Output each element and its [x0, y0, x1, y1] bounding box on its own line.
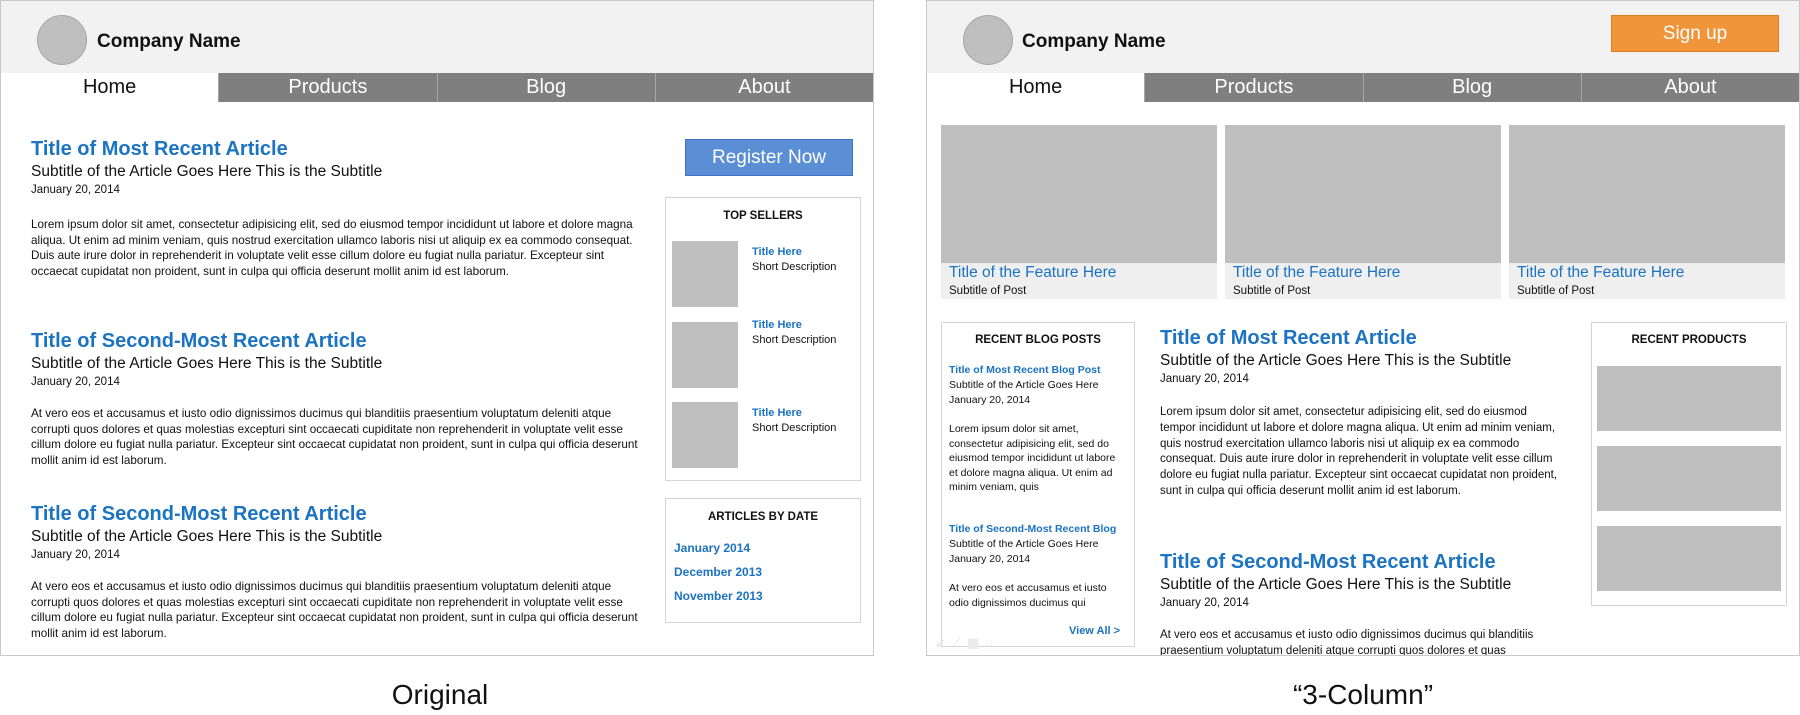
article-body: Lorem ipsum dolor sit amet, consectetur adipisicing elit, sed do eiusmod tempor incididunt ut labore et dolore magna aliqua. Ut enim ad minim veniam, quis nostrud exercitation ullamco laboris nisi ut aliquip ex ea commodo consequat. Duis aute irure dolor in reprehenderit in voluptate velit esse cillum dolore eu fugiat nulla pariatur. Excepteur sint occaecat cupidatat non proident, sunt in culpa qui officia deserunt mollit anim id est laborum. [31, 218, 633, 278]
nav-tab-about[interactable]: About [1581, 73, 1799, 102]
product-description: Short Description [752, 334, 837, 346]
faint-toolbar-icons: ↙⟋▦◌ [935, 635, 1000, 650]
article-title[interactable]: Title of Second-Most Recent Article [31, 503, 367, 525]
product-thumbnail[interactable] [1597, 366, 1781, 431]
recent-products-panel [1591, 322, 1787, 606]
nav-bar [927, 73, 1799, 102]
product-title[interactable]: Title Here [752, 407, 802, 419]
product-thumbnail[interactable] [1597, 526, 1781, 591]
article-body: At vero eos et accusamus et iusto odio dignissimos ducimus qui blanditiis praesentium voluptatum deleniti atque corrupti quos dolores et quas molestias excepturi sint occaecati cupiditate non reprehenderit in voluptate velit esse cillum dolore eu fugiat nulla pariatur. Excepteur sint occaecat cupidatat non proident, sunt in culpa qui officia deserunt mollit anim id est laborum. [31, 580, 638, 640]
product-thumbnail[interactable] [672, 322, 738, 388]
feature-subtitle: Subtitle of Post [1517, 285, 1595, 297]
archive-link[interactable]: December 2013 [674, 565, 763, 579]
nav-tab-products[interactable]: Products [218, 73, 436, 102]
blog-post-title[interactable]: Title of Most Recent Blog Post [949, 364, 1101, 376]
feature-title[interactable]: Title of the Feature Here [1517, 264, 1685, 281]
article-subtitle: Subtitle of the Article Goes Here This is the Subtitle [31, 163, 383, 180]
feature-image[interactable] [1509, 125, 1785, 263]
feature-subtitle: Subtitle of Post [1233, 285, 1311, 297]
article-title[interactable]: Title of Second-Most Recent Article [1160, 551, 1496, 573]
product-title[interactable]: Title Here [752, 246, 802, 258]
three-column-mockup [926, 0, 1800, 656]
product-title[interactable]: Title Here [752, 319, 802, 331]
top-sellers-heading: TOP SELLERS [723, 210, 803, 222]
product-thumbnail[interactable] [1597, 446, 1781, 511]
article-title[interactable]: Title of Second-Most Recent Article [31, 330, 367, 352]
nav-tab-blog[interactable]: Blog [437, 73, 655, 102]
articles-by-date-panel [665, 498, 861, 623]
article-title[interactable]: Title of Most Recent Article [1160, 327, 1417, 349]
nav-tab-products[interactable]: Products [1144, 73, 1362, 102]
article-body: At vero eos et accusamus et iusto odio dignissimos ducimus qui blanditiis praesentium voluptatum deleniti atque corrupti quos dolores et quas molestias excepturi sint occaecati cupiditate non reprehenderit in voluptate velit esse cillum dolore eu fugiat nulla pariatur. Excepteur sint occaecat cupidatat non proident, sunt in culpa qui officia deserunt mollit anim id est laborum. [31, 407, 638, 467]
blog-post-title[interactable]: Title of Second-Most Recent Blog [949, 523, 1117, 535]
article-date: January 20, 2014 [1160, 373, 1249, 385]
recent-blog-posts-heading: RECENT BLOG POSTS [975, 334, 1101, 346]
product-description: Short Description [752, 261, 837, 273]
article-body: At vero eos et accusamus et iusto odio dignissimos ducimus qui blanditiis praesentium voluptatum deleniti atque corrupti quos dolores et quas [1160, 629, 1534, 656]
nav-bar [1, 73, 873, 102]
archive-link[interactable]: November 2013 [674, 589, 763, 603]
caption-original: Original [391, 679, 489, 710]
product-thumbnail[interactable] [672, 241, 738, 307]
blog-post-date: January 20, 2014 [949, 553, 1031, 565]
article-date: January 20, 2014 [31, 184, 120, 196]
original-mockup [0, 0, 874, 656]
blog-post-excerpt: Lorem ipsum dolor sit amet, consectetur adipisicing elit, sed do eiusmod tempor incididunt ut labore et dolore magna aliqua. Ut enim ad minim veniam, quis [949, 423, 1116, 493]
article-subtitle: Subtitle of the Article Goes Here This is the Subtitle [1160, 352, 1512, 369]
nav-tab-about[interactable]: About [655, 73, 873, 102]
company-name: Company Name [1022, 31, 1166, 52]
article-subtitle: Subtitle of the Article Goes Here This is the Subtitle [31, 355, 383, 372]
blog-post-excerpt: At vero eos et accusamus et iusto odio dignissimos ducimus qui [949, 582, 1107, 609]
article-date: January 20, 2014 [31, 376, 120, 388]
nav-tab-blog[interactable]: Blog [1363, 73, 1581, 102]
caption-three-column: “3-Column” [1292, 679, 1434, 710]
nav-tab-home[interactable]: Home [1, 73, 218, 102]
top-sellers-panel [665, 197, 861, 481]
view-all-link[interactable]: View All > [1069, 625, 1121, 637]
register-now-button[interactable]: Register Now [685, 139, 853, 176]
logo-placeholder [37, 15, 87, 65]
article-subtitle: Subtitle of the Article Goes Here This is the Subtitle [1160, 576, 1512, 593]
blog-post-subtitle: Subtitle of the Article Goes Here [949, 379, 1099, 391]
article-subtitle: Subtitle of the Article Goes Here This is the Subtitle [31, 528, 383, 545]
product-description: Short Description [752, 422, 837, 434]
feature-image[interactable] [1225, 125, 1501, 263]
article-body: Lorem ipsum dolor sit amet, consectetur adipisicing elit, sed do eiusmod tempor incididunt ut labore et dolore magna aliqua. Ut enim ad minim veniam, quis nostrud exercitation ullamco laboris nisi ut aliquip ex ea commodo consequat. Duis aute irure dolor in reprehenderit in voluptate velit esse cillum dolore eu fugiat nulla pariatur. Excepteur sint occaecat cupidatat non proident, sunt in culpa qui officia deserunt mollit anim id est laborum. [1160, 406, 1558, 497]
header [1, 1, 873, 73]
article-date: January 20, 2014 [1160, 597, 1249, 609]
feature-title[interactable]: Title of the Feature Here [1233, 264, 1401, 281]
blog-post-date: January 20, 2014 [949, 394, 1031, 406]
header [927, 1, 1799, 73]
company-name: Company Name [97, 31, 241, 52]
archive-link[interactable]: January 2014 [674, 541, 751, 555]
articles-by-date-heading: ARTICLES BY DATE [707, 511, 819, 523]
nav-tab-home[interactable]: Home [927, 73, 1144, 102]
feature-image[interactable] [941, 125, 1217, 263]
article-title[interactable]: Title of Most Recent Article [31, 138, 288, 160]
recent-products-heading: RECENT PRODUCTS [1631, 334, 1747, 346]
sign-up-button[interactable]: Sign up [1611, 15, 1779, 52]
article-date: January 20, 2014 [31, 549, 120, 561]
feature-title[interactable]: Title of the Feature Here [949, 264, 1117, 281]
recent-blog-posts-panel [941, 322, 1135, 647]
feature-subtitle: Subtitle of Post [949, 285, 1027, 297]
logo-placeholder [963, 15, 1013, 65]
blog-post-subtitle: Subtitle of the Article Goes Here [949, 538, 1099, 550]
product-thumbnail[interactable] [672, 402, 738, 468]
